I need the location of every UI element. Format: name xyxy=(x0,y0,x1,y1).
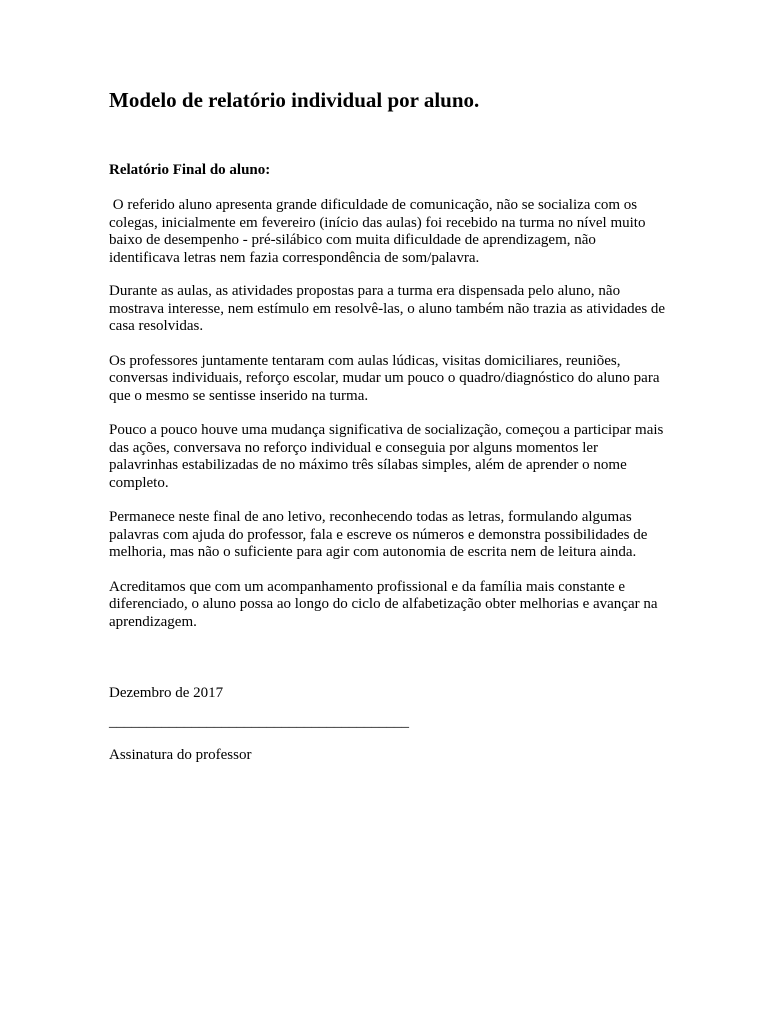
signature-line: ________________________________________ xyxy=(109,714,409,730)
document-title: Modelo de relatório individual por aluno. xyxy=(109,88,480,112)
paragraph-1: O referido aluno apresenta grande dificuldade de comunicação, não se socializa com os colegas, inicialmente em fevereiro (início das aulas) foi recebido na turma no nível muito baixo de desempenho - pré-silábico com muita dificuldade de aprendizagem, não identificava letras nem fazia correspondência de som/palavra. xyxy=(109,197,650,266)
paragraph-2: Durante as aulas, as atividades propostas para a turma era dispensada pelo aluno, não mostrava interesse, nem estímulo em resolvê-las, o aluno também não trazia as atividades de casa resolvidas. xyxy=(109,283,666,334)
signature-label: Assinatura do professor xyxy=(109,747,252,763)
document-page xyxy=(109,86,669,764)
paragraph-6: Acreditamos que com um acompanhamento profissional e da família mais constante e diferenciado, o aluno possa ao longo do ciclo de alfabetização obter melhorias e avançar na aprendizagem. xyxy=(109,578,658,630)
paragraph-3: Os professores juntamente tentaram com aulas lúdicas, visitas domiciliares, reuniões, conversas individuais, reforço escolar, mudar um pouco o quadro/diagnóstico do aluno para que o mesmo se sentisse inserido na turma. xyxy=(109,352,660,404)
report-date: Dezembro de 2017 xyxy=(109,685,224,701)
paragraph-4: Pouco a pouco houve uma mudança significativa de socialização, começou a participar mais das ações, conversava no reforço individual e conseguia por alguns momentos ler palavrinhas estabilizadas de no máximo três sílabas simples, além de aprender o nome completo. xyxy=(109,422,664,491)
report-subtitle: Relatório Final do aluno: xyxy=(109,162,271,178)
paragraph-5: Permanece neste final de ano letivo, reconhecendo todas as letras, formulando algumas palavras com ajuda do professor, fala e escreve os números e demonstra possibilidades de melhoria, mas não o suficiente para agir com autonomia de escrita nem de leitura ainda. xyxy=(109,509,648,560)
